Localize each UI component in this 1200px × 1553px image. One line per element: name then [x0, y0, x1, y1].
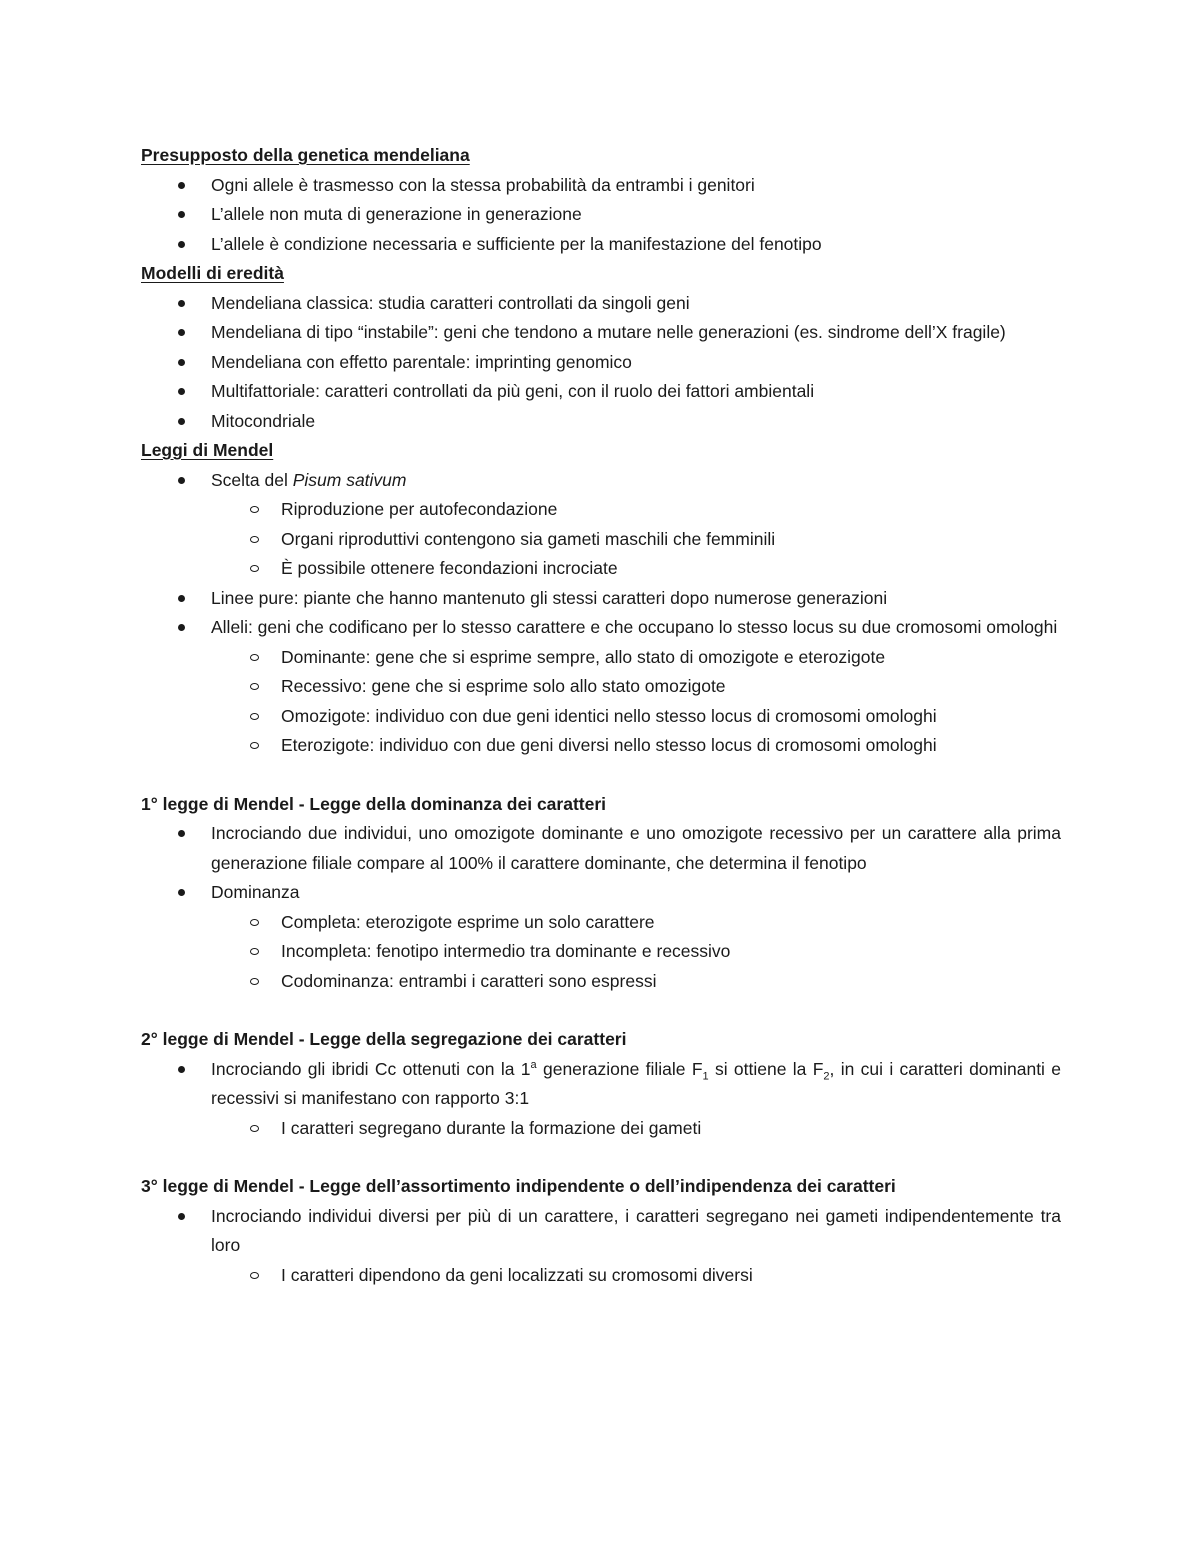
sublist-alleli — [211, 643, 1061, 761]
alleli-text: Alleli: geni che codificano per lo stesso carattere e che occupano lo stesso locus su due cromosomi omologhi — [211, 617, 1058, 637]
document-page — [141, 141, 1061, 1290]
species-name: Pisum sativum — [292, 469, 407, 490]
heading-modelli: Modelli di eredità — [141, 263, 284, 283]
subscript: 2 — [823, 1070, 830, 1082]
superscript: a — [530, 1058, 537, 1071]
sub-list-item: Incompleta: fenotipo intermedio tra dominante e recessivo — [211, 937, 1061, 967]
text-part: si ottiene la F — [708, 1058, 824, 1079]
list-item: L’allele è condizione necessaria e sufficiente per la manifestazione del fenotipo — [141, 230, 1061, 260]
sublist-legge3 — [211, 1261, 1061, 1291]
legge3-text: Incrociando individui diversi per più di un carattere, i caratteri segregano nei gameti indipendentemente tra loro — [211, 1205, 1061, 1255]
list-legge3 — [141, 1202, 1061, 1291]
subscript: 1 — [702, 1070, 709, 1082]
sub-list-item: Omozigote: individuo con due geni identici nello stesso locus di cromosomi omologhi — [211, 702, 1061, 732]
sub-list-item: Dominante: gene che si esprime sempre, allo stato di omozigote e eterozigote — [211, 643, 1061, 673]
heading-legge1: 1° legge di Mendel - Legge della dominanza dei caratteri — [141, 793, 607, 814]
scelta-prefix: Scelta del — [211, 469, 293, 490]
sublist-legge2 — [211, 1114, 1061, 1144]
sub-list-item: Recessivo: gene che si esprime solo allo stato omozigote — [211, 672, 1061, 702]
list-presupposto — [141, 171, 1061, 260]
heading-presupposto: Presupposto della genetica mendeliana — [141, 145, 470, 165]
list-legge1 — [141, 819, 1061, 996]
list-leggi — [141, 466, 1061, 761]
sub-list-item: Eterozigote: individuo con due geni diversi nello stesso locus di cromosomi omologhi — [211, 731, 1061, 761]
list-item — [141, 819, 1061, 878]
list-item-dominanza — [141, 878, 1061, 996]
heading-leggi: Leggi di Mendel — [141, 440, 274, 460]
dominanza-label: Dominanza — [211, 882, 300, 902]
list-item — [141, 1202, 1061, 1291]
list-item: Multifattoriale: caratteri controllati da più geni, con il ruolo dei fattori ambientali — [141, 377, 1061, 407]
list-item: Mendeliana classica: studia caratteri controllati da singoli geni — [141, 289, 1061, 319]
list-item: Mendeliana di tipo “instabile”: geni che tendono a mutare nelle generazioni (es. sindrome dell’X fragile) — [141, 318, 1061, 348]
heading-legge3: 3° legge di Mendel - Legge dell’assortimento indipendente o dell’indipendenza dei caratteri — [141, 1176, 896, 1196]
sublist-dominanza — [211, 908, 1061, 997]
list-item — [141, 1055, 1061, 1144]
list-legge2 — [141, 1055, 1061, 1144]
sublist-scelta — [211, 495, 1061, 584]
list-item: Mitocondriale — [141, 407, 1061, 437]
sub-list-item: Completa: eterozigote esprime un solo carattere — [211, 908, 1061, 938]
heading-legge2: 2° legge di Mendel - Legge della segregazione dei caratteri — [141, 1029, 627, 1049]
list-modelli — [141, 289, 1061, 437]
list-item-scelta — [141, 466, 1061, 584]
legge1-text: Incrociando due individui, uno omozigote dominante e uno omozigote recessivo per un carattere alla prima generazione filiale compare al 100% il carattere dominante, che determina il fenotipo — [211, 823, 1061, 873]
list-item: Linee pure: piante che hanno mantenuto gli stessi caratteri dopo numerose generazioni — [141, 584, 1061, 614]
sub-list-item: Riproduzione per autofecondazione — [211, 495, 1061, 525]
sub-list-item: È possibile ottenere fecondazioni incrociate — [211, 554, 1061, 584]
list-item: Mendeliana con effetto parentale: imprinting genomico — [141, 348, 1061, 378]
list-item: Ogni allele è trasmesso con la stessa probabilità da entrambi i genitori — [141, 171, 1061, 201]
sub-list-item: Codominanza: entrambi i caratteri sono espressi — [211, 967, 1061, 997]
list-item-alleli — [141, 613, 1061, 761]
sub-list-item: Organi riproduttivi contengono sia gameti maschili che femminili — [211, 525, 1061, 555]
legge2-text — [211, 1055, 1061, 1114]
sub-list-item: I caratteri dipendono da geni localizzati su cromosomi diversi — [211, 1261, 1061, 1291]
list-item: L’allele non muta di generazione in generazione — [141, 200, 1061, 230]
text-part: Incrociando gli ibridi Cc ottenuti con la 1 — [211, 1058, 531, 1079]
text-part: , in cui i caratteri dominanti e recessivi si manifestano con rapporto 3:1 — [211, 1058, 1061, 1108]
sub-list-item: I caratteri segregano durante la formazione dei gameti — [211, 1114, 1061, 1144]
text-part: generazione filiale F — [536, 1058, 703, 1079]
